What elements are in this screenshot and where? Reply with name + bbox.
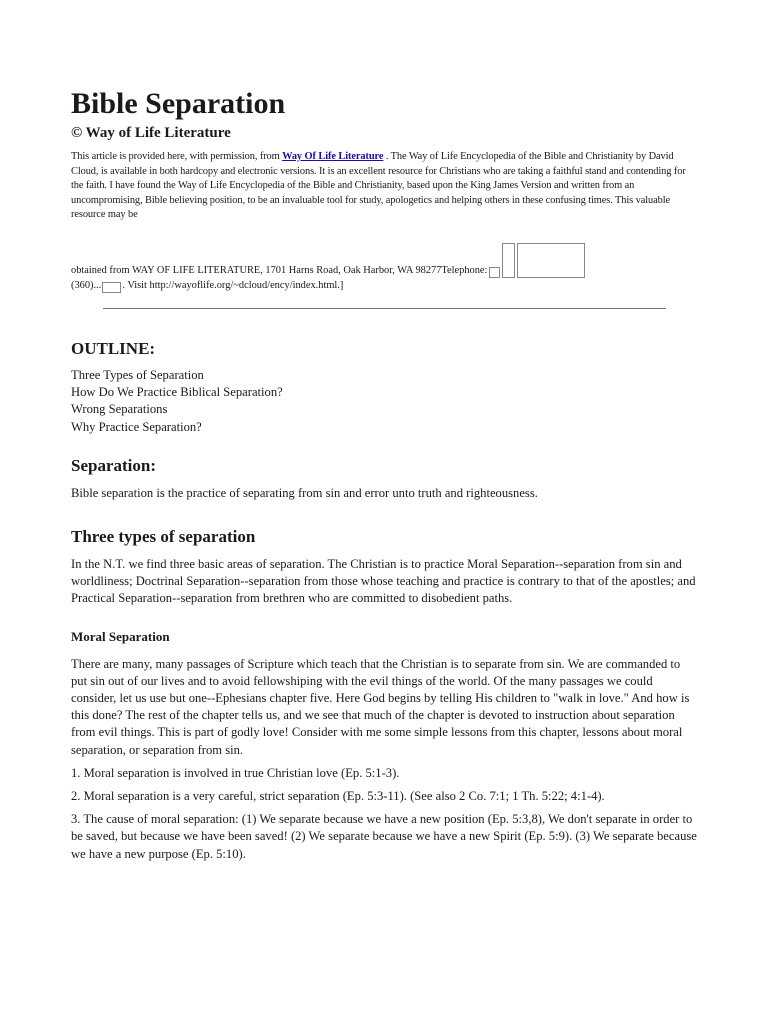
visit-url-text: . Visit http://wayoflife.org/~dcloud/ency/index.html.] xyxy=(122,279,344,291)
obtain-address-text: obtained from WAY OF LIFE LITERATURE, 1701 Harns Road, Oak Harbor, WA 98277Telephone: xyxy=(71,264,488,276)
obtain-line-2 xyxy=(71,280,343,291)
broken-image-placeholder xyxy=(502,243,515,278)
broken-image-placeholder xyxy=(102,282,121,293)
broken-image-placeholder xyxy=(517,243,585,278)
separation-text: Bible separation is the practice of separating from sin and error unto truth and righteousness. xyxy=(71,485,538,500)
intro-text-after-link: . The Way of Life Encyclopedia of the Bible and Christianity by David Cloud, is available in both hardcopy and electronic versions. It is an excellent resource for Christians who are taking a faithful stand and contending for the faith. I have found the Way of Life Encyclopedia of the Bible and Christianity, based upon the King James Version and written from an uncompromising, Bible believing position, to be an invaluable tool for study, apologetics and helping others in these confusing times. This valuable resource may be xyxy=(71,151,686,221)
moral-separation-section xyxy=(71,628,699,863)
moral-point: 2. Moral separation is a very careful, strict separation (Ep. 5:3-11). (See also 2 Co. 7:1; 1 Th. 5:22; 4:1-4). xyxy=(71,789,605,804)
three-types-section xyxy=(71,526,699,608)
outline-item: Wrong Separations xyxy=(71,402,168,417)
intro-paragraph xyxy=(71,150,691,223)
separation-section xyxy=(71,455,699,502)
outline-heading: OUTLINE: xyxy=(71,338,156,358)
way-of-life-link[interactable]: Way Of Life Literature xyxy=(282,151,384,162)
page-title: Bible Separation xyxy=(71,87,286,120)
outline-item: Three Types of Separation xyxy=(71,367,204,382)
moral-separation-text: There are many, many passages of Scripture which teach that the Christian is to separate from sin. We are commanded to put sin out of our lives and to avoid fellowshiping with the evil things of the world. Of the many passages we could consider, let us use but one--Ephesians chapter five. Here God begins by telling His children to "walk in love." And how is this done? The rest of the chapter tells us, and we see that much of the chapter is devoted to instruction about separation from evil things. This is part of godly love! Consider with me some simple lessons from this chapter, lessons about moral separation, or separation from sin. xyxy=(71,656,690,757)
moral-point: 3. The cause of moral separation: (1) We separate because we have a new position (Ep. 5:3,8), We don't separate in order to be saved, but because we have been saved! (2) We separate because we have a new Spirit (Ep. 5:9). (3) We separate because we have a new purpose (Ep. 5:10). xyxy=(71,812,697,861)
separation-heading: Separation: xyxy=(71,455,156,475)
broken-image-placeholder xyxy=(489,267,500,278)
obtain-paragraph xyxy=(71,243,691,293)
outline-item: How Do We Practice Biblical Separation? xyxy=(71,385,283,400)
intro-text-before-link: This article is provided here, with permission, from xyxy=(71,151,283,162)
moral-separation-heading: Moral Separation xyxy=(71,628,170,644)
moral-point: 1. Moral separation is involved in true Christian love (Ep. 5:1-3). xyxy=(71,765,400,780)
outline-list xyxy=(71,367,699,436)
outline-item: Why Practice Separation? xyxy=(71,419,202,434)
three-types-text: In the N.T. we find three basic areas of separation. The Christian is to practice Moral Separation--separation from sin and worldliness; Doctrinal Separation--separation from those whose teaching and practice is contrary to that of the apostles; and Practical Separation--separation from brethren who are committed to disobedient paths. xyxy=(71,556,696,606)
horizontal-divider xyxy=(103,308,666,309)
outline-section xyxy=(71,338,699,436)
obtain-line-1 xyxy=(71,243,691,278)
three-types-heading: Three types of separation xyxy=(71,526,256,546)
copyright-line: © Way of Life Literature xyxy=(71,125,231,141)
document-page xyxy=(71,86,699,863)
phone-prefix-text: (360)... xyxy=(71,279,102,291)
